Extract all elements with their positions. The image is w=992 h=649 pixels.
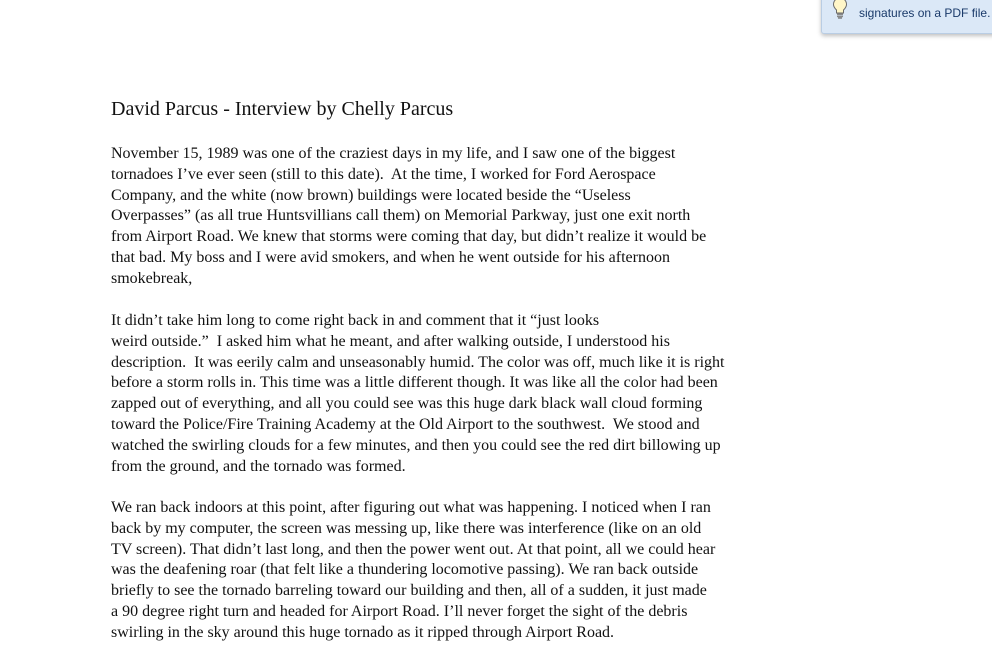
- tooltip-notification: [821, 0, 992, 34]
- text-line: before a storm rolls in. This time was a little different though. It was like all the color had been: [111, 374, 718, 392]
- text-line: watched the swirling clouds for a few minutes, and then you could see the red dirt billowing up: [111, 436, 721, 454]
- text-line: from the ground, and the tornado was formed.: [111, 457, 406, 475]
- lightbulb-icon: [832, 0, 848, 19]
- text-line: Overpasses” (as all true Huntsvillians call them) on Memorial Parkway, just one exit north: [111, 207, 691, 225]
- paragraph: [111, 498, 715, 644]
- paragraph: [111, 144, 706, 290]
- text-line: We ran back indoors at this point, after figuring out what was happening. I noticed when I ran: [111, 499, 711, 516]
- text-line: smokebreak,: [111, 269, 193, 287]
- text-line: briefly to see the tornado barreling toward our building and then, all of a sudden, it just made: [111, 582, 707, 600]
- paragraph: [111, 311, 725, 477]
- text-line: from Airport Road. We knew that storms were coming that day, but didn’t realize it would be: [111, 228, 707, 246]
- text-line: a 90 degree right turn and headed for Airport Road. I’ll never forget the sight of the debris: [111, 602, 688, 620]
- text-line: swirling in the sky around this huge tornado as it ripped through Airport Road.: [111, 623, 615, 641]
- text-line: tornadoes I’ve ever seen (still to this date). At the time, I worked for Ford Aerospace: [111, 165, 656, 183]
- text-line: November 15, 1989 was one of the craziest days in my life, and I saw one of the biggest: [111, 145, 676, 162]
- text-line: zapped out of everything, and all you could see was this huge dark black wall cloud forming: [111, 395, 703, 413]
- text-line: TV screen). That didn’t last long, and then the power went out. At that point, all we could hear: [111, 540, 716, 558]
- text-line: was the deafening roar (that felt like a thundering locomotive passing). We ran back outside: [111, 561, 699, 579]
- text-line: Company, and the white (now brown) buildings were located beside the “Useless: [111, 186, 631, 204]
- text-line: back by my computer, the screen was messing up, like there was interference (like on an old: [111, 519, 702, 537]
- text-line: weird outside.” I asked him what he meant, and after walking outside, I understood his: [111, 332, 670, 350]
- text-line: It didn’t take him long to come right back in and comment that it “just looks: [111, 312, 600, 329]
- text-line: toward the Police/Fire Training Academy at the Old Airport to the southwest. We stood and: [111, 415, 700, 433]
- text-line: that bad. My boss and I were avid smokers, and when he went outside for his afternoon: [111, 248, 670, 266]
- document-title: David Parcus - Interview by Chelly Parcus: [111, 98, 454, 120]
- text-line: description. It was eerily calm and unseasonably humid. The color was off, much like it is right: [111, 353, 725, 371]
- tooltip-text: signatures on a PDF file.: [859, 6, 991, 20]
